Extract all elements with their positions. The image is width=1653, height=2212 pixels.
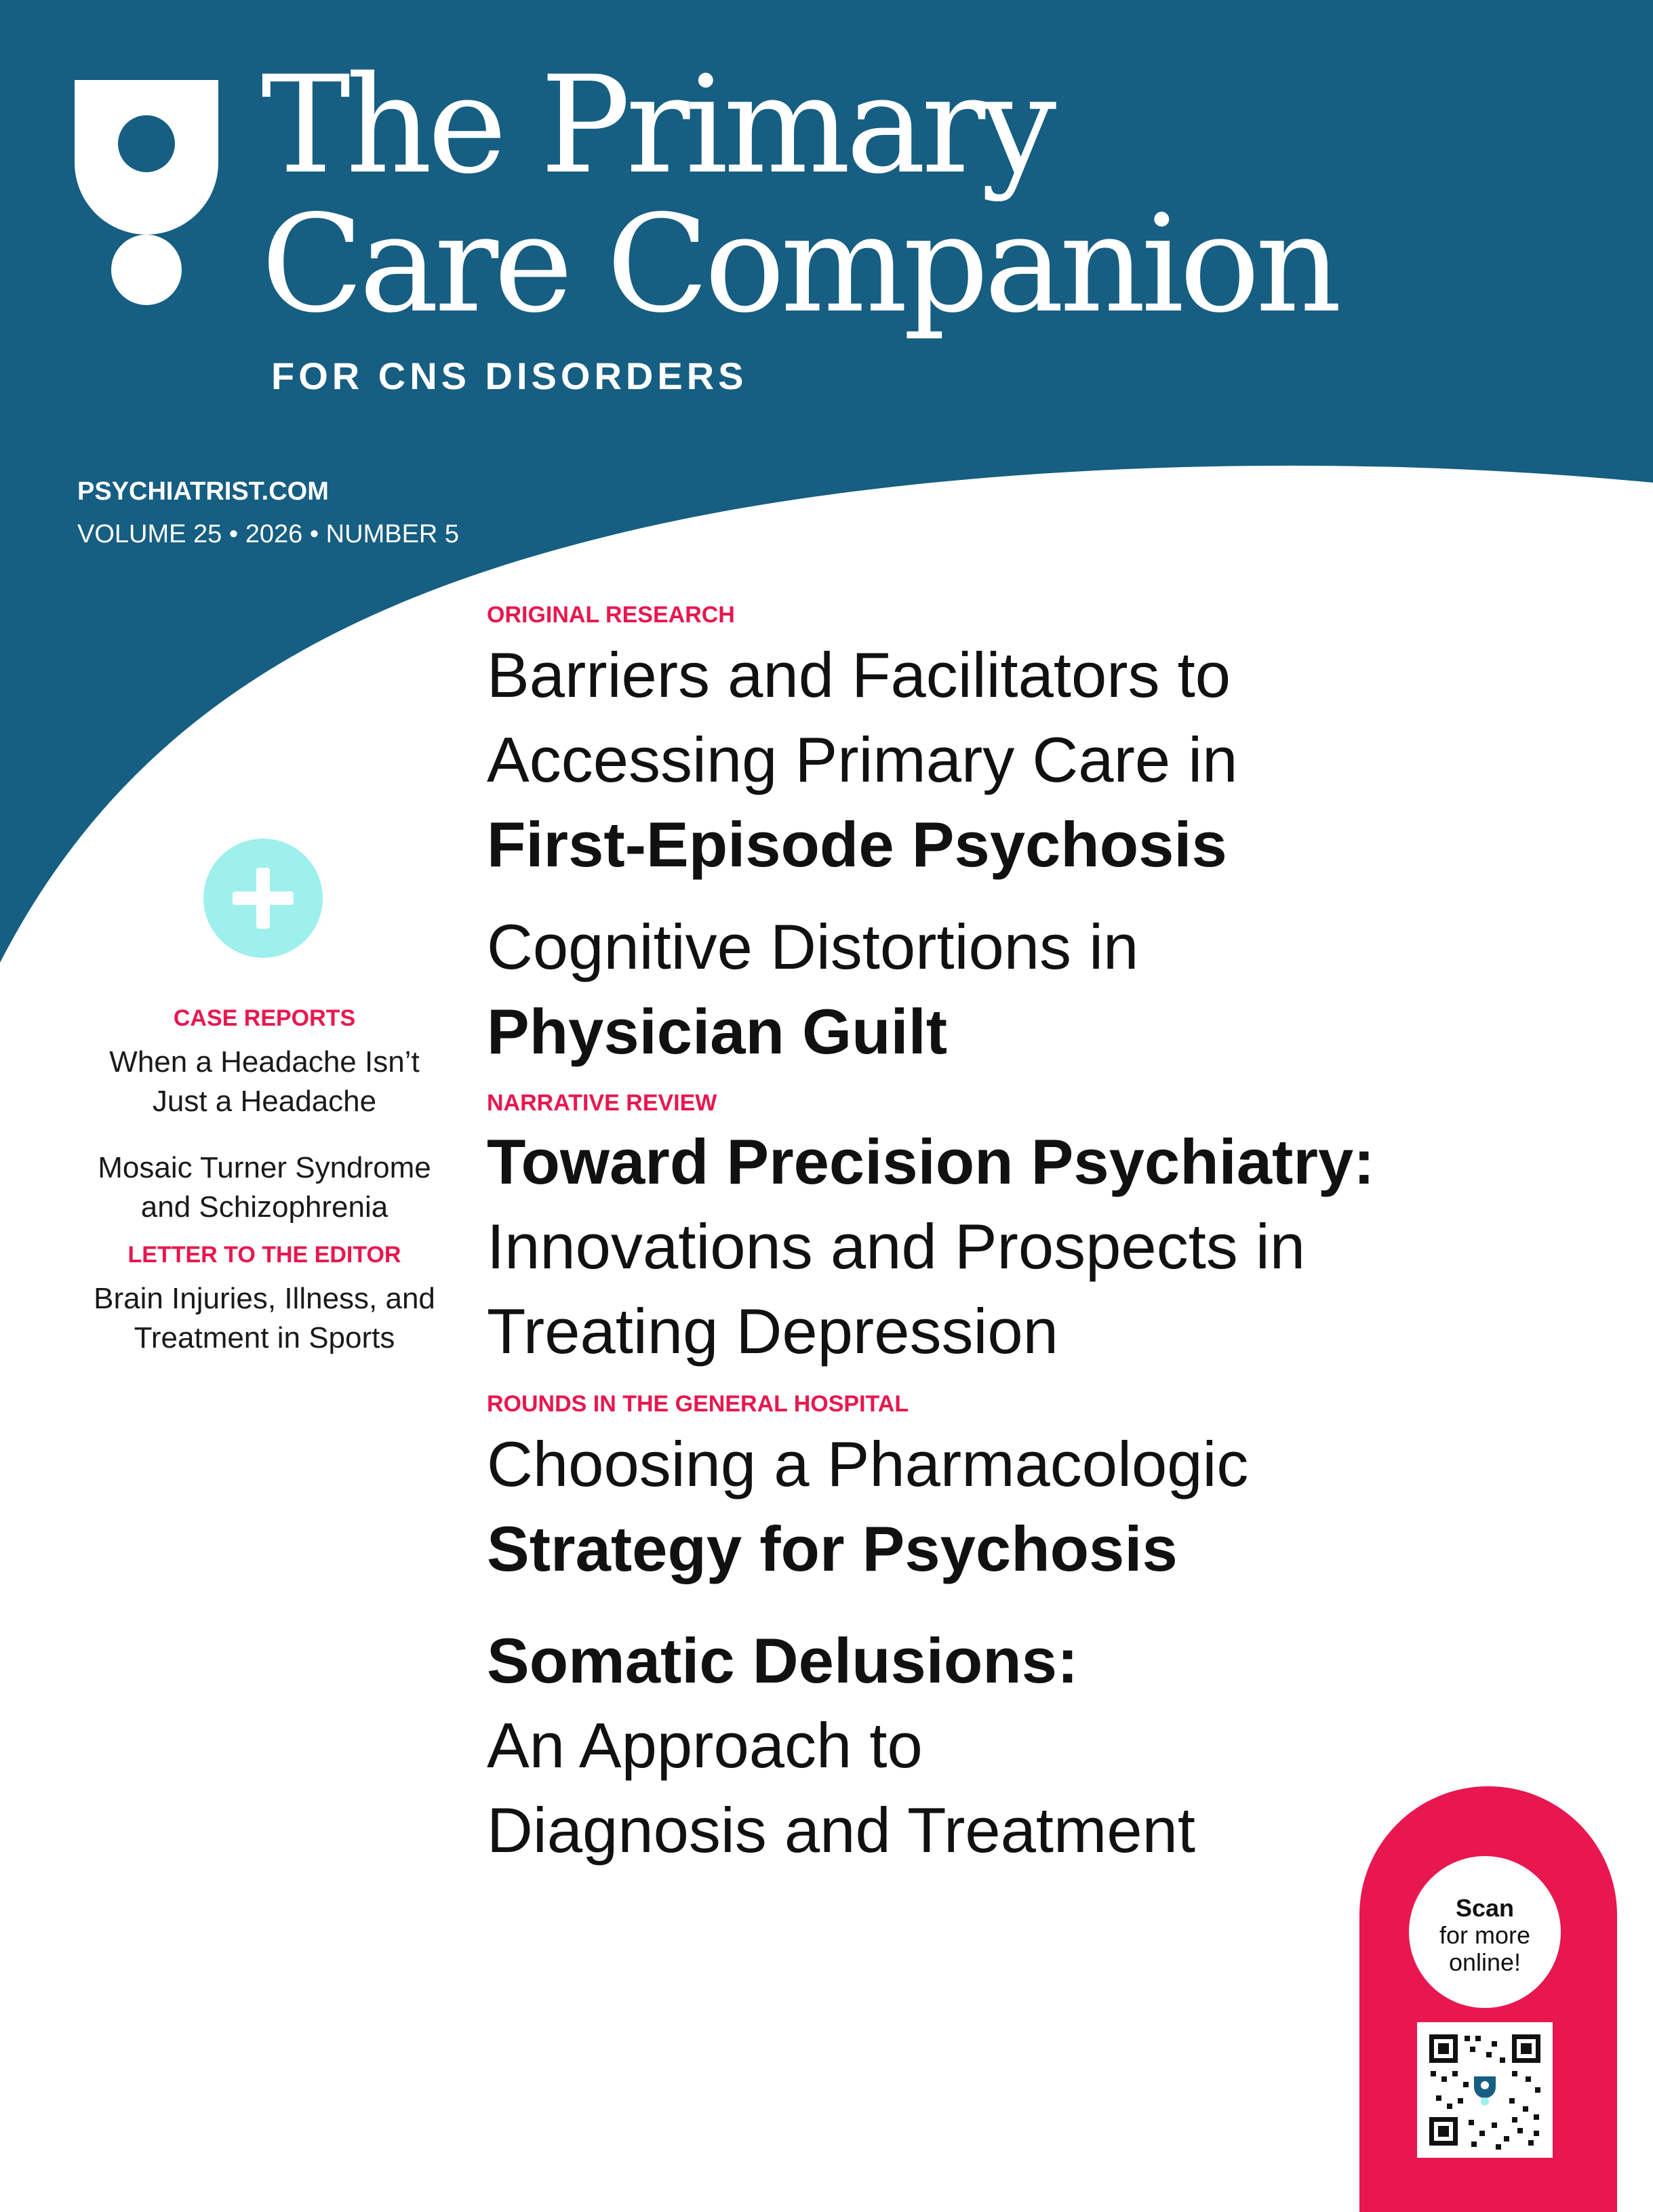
article-5[interactable]: Somatic Delusions: An Approach to Diagnosis and Treatment	[487, 1625, 1196, 1866]
scan-prompt	[1414, 1895, 1556, 1976]
sidebar	[68, 1005, 461, 1358]
article-4[interactable]: Choosing a Pharmacologic Strategy for Psychosis	[487, 1428, 1249, 1584]
journal-title-line1: The Primary	[261, 47, 1052, 203]
volume-info: VOLUME 25 • 2026 • NUMBER 5	[77, 520, 460, 548]
qr-code[interactable]	[1417, 2022, 1553, 2158]
case-report-item[interactable]: Mosaic Turner Syndrome and Schizophrenia	[98, 1151, 431, 1224]
article-2[interactable]: Cognitive Distortions in Physician Guilt	[487, 911, 1139, 1067]
rounds-label: ROUNDS IN THE GENERAL HOSPITAL	[487, 1391, 909, 1417]
scan-line3: online!	[1448, 1948, 1521, 1976]
article-1[interactable]: Barriers and Facilitators to Accessing Primary Care in First-Episode Psychosis	[487, 639, 1238, 880]
journal-title-line2: Care Companion	[261, 186, 1338, 342]
articles-list	[487, 602, 1545, 1872]
journal-title	[261, 47, 1338, 342]
scan-label: Scan	[1455, 1894, 1515, 1922]
website[interactable]: PSYCHIATRIST.COM	[77, 477, 329, 506]
plus-icon	[203, 839, 323, 958]
article-3[interactable]: Toward Precision Psychiatry: Innovations and Prospects in Treating Depression	[487, 1126, 1375, 1367]
narrative-review-label: NARRATIVE REVIEW	[487, 1090, 717, 1116]
case-reports-label: CASE REPORTS	[173, 1005, 356, 1031]
case-report-item[interactable]: When a Headache Isn’t Just a Headache	[109, 1045, 420, 1118]
letter-item[interactable]: Brain Injuries, Illness, and Treatment in Sports	[94, 1282, 435, 1354]
journal-subtitle: FOR CNS DISORDERS	[271, 355, 748, 397]
original-research-label: ORIGINAL RESEARCH	[487, 602, 735, 628]
scan-line2: for more	[1439, 1921, 1531, 1949]
letter-label: LETTER TO THE EDITOR	[127, 1242, 401, 1268]
